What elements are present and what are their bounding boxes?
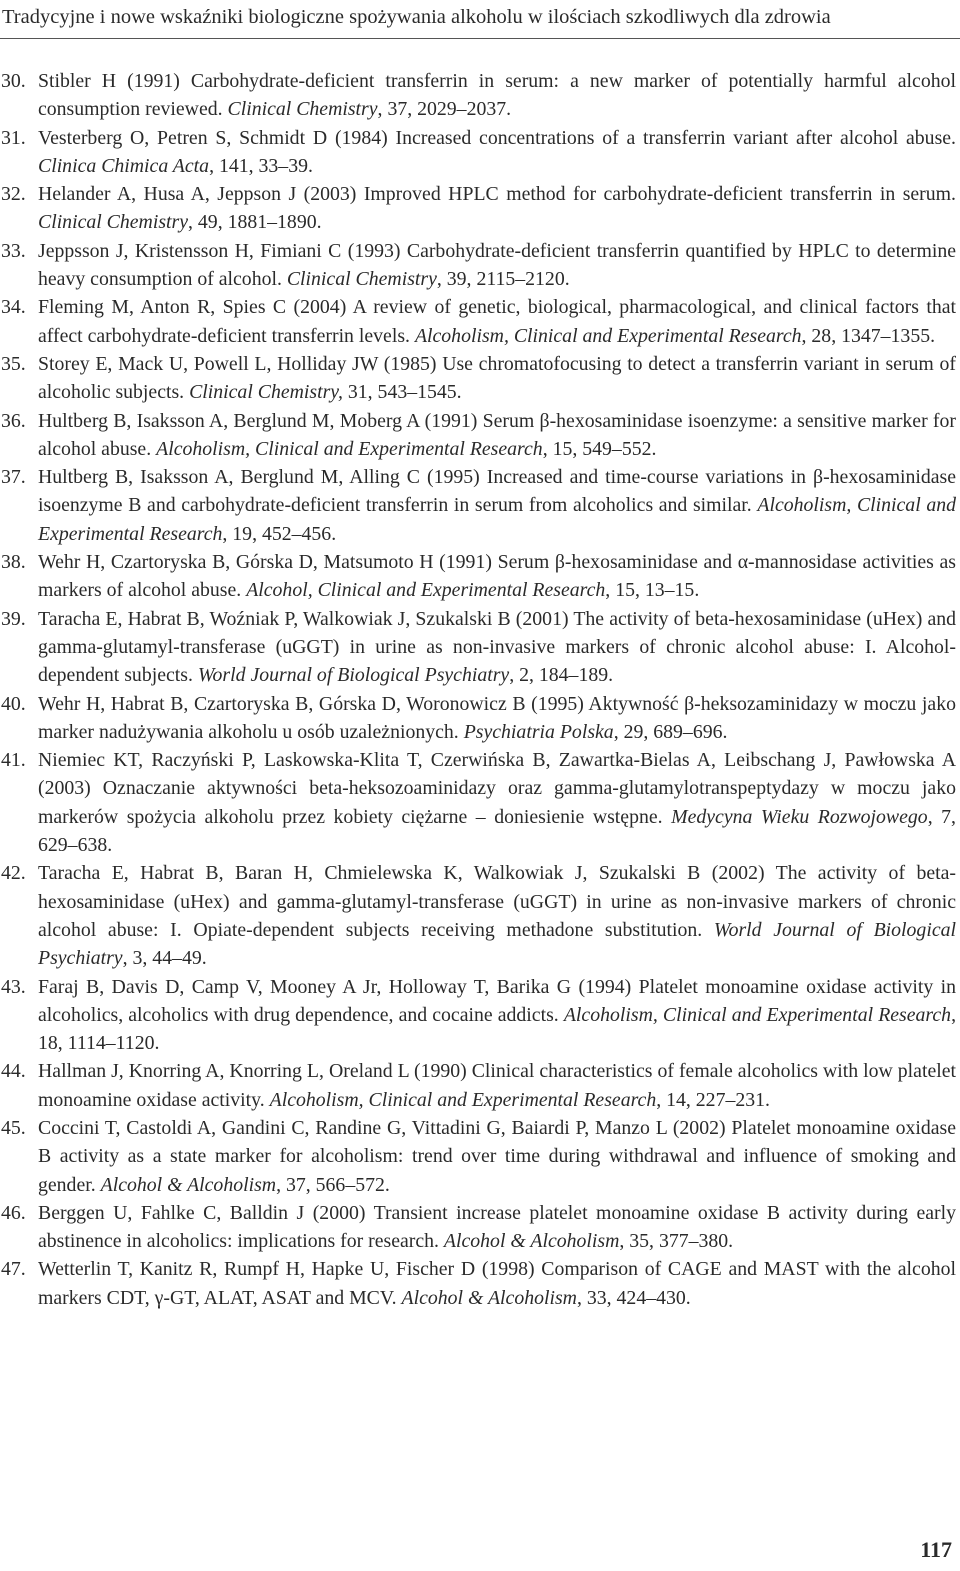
reference-number: 44.: [1, 1060, 26, 1083]
reference-number: 37.: [1, 466, 26, 489]
reference-number: 31.: [1, 126, 26, 149]
reference-list: [0, 67, 956, 1312]
reference-item: [0, 350, 956, 407]
header-divider: [0, 38, 960, 39]
reference-citation-details: , 7, 629–638.: [38, 805, 956, 857]
reference-citation-details: , 15, 13–15.: [605, 579, 700, 602]
reference-text: Hultberg B, Isaksson A, Berglund M, Alling C (1995) Increased and time-course variations in β-hexosaminidase isoenzyme B and carbohydrate-deficient transferrin in serum from alcoholics and similar.: [38, 466, 956, 517]
reference-number: 40.: [1, 692, 26, 715]
reference-citation-details: , 18, 1114–1120.: [38, 1003, 957, 1055]
reference-item: [0, 407, 956, 464]
reference-item: [0, 973, 956, 1058]
reference-number: 35.: [1, 352, 26, 375]
reference-source: Alcohol & Alcoholism: [100, 1173, 277, 1196]
reference-source: Alcoholism, Clinical and Experimental Research: [38, 494, 956, 545]
reference-item: [0, 463, 956, 548]
reference-source: Alcohol & Alcoholism: [443, 1230, 620, 1253]
reference-citation-details: , 37, 566–572.: [276, 1173, 390, 1196]
reference-citation-details: 31, 543–1545.: [342, 381, 462, 404]
reference-number: 30.: [1, 70, 26, 92]
reference-citation-details: , 35, 377–380.: [619, 1230, 734, 1253]
reference-item: [0, 690, 956, 747]
reference-citation-details: , 28, 1347–1355.: [801, 324, 936, 347]
reference-source: World Journal of Biological Psychiatry: [38, 918, 956, 970]
reference-citation-details: , 14, 227–231.: [656, 1088, 770, 1111]
reference-text: Taracha E, Habrat B, Baran H, Chmielewska K, Walkowiak J, Szukalski B (2002) The activity of beta-hexosaminidase (uHex) and gamma-glutamyl-transferase (uGGT) in urine as non-invasive markers of chronic alcohol abuse: I. Opiate-dependent subjects receiving methadone substitution.: [38, 862, 956, 941]
reference-text: Fleming M, Anton R, Spies C (2004) A review of genetic, biological, pharmacological, and clinical factors that affect carbohydrate-deficient transferrin levels.: [38, 296, 956, 347]
reference-source: Clinical Chemistry: [227, 98, 378, 121]
reference-source: Clinical Chemistry: [286, 268, 437, 291]
reference-source: Medycyna Wieku Rozwojowego: [671, 805, 928, 828]
reference-citation-details: , 141, 33–39.: [209, 154, 313, 177]
reference-text: Niemiec KT, Raczyński P, Laskowska-Klita T, Czerwińska B, Zawartka-Bielas A, Leibschang J, Pawłowska A (2003) Oznaczanie aktywności beta-heksozoaminidazy oraz gamma-glutamylotranspeptydazy w moczu jako markerów spożycia alkoholu przez kobiety ciężarne – doniesienie wstępne.: [38, 749, 956, 828]
reference-text: Coccini T, Castoldi A, Gandini C, Randine G, Vittadini G, Baiardi P, Manzo L (2002) Platelet monoamine oxidase B activity as a state marker for alcoholism: trend over time during withdrawal and influence of smoking and gender.: [38, 1116, 956, 1196]
reference-source: Clinica Chimica Acta: [38, 154, 210, 177]
reference-number: 46.: [1, 1201, 26, 1224]
reference-source: Clinical Chemistry: [38, 211, 189, 234]
reference-citation-details: , 49, 1881–1890.: [188, 211, 322, 234]
reference-item: [0, 605, 956, 690]
reference-text: Hultberg B, Isaksson A, Berglund M, Moberg A (1991) Serum β-hexosaminidase isoenzyme: a sensitive marker for alcohol abuse.: [38, 409, 956, 460]
reference-text: Stibler H (1991) Carbohydrate-deficient transferrin in serum: a new marker of potentially harmful alcohol consumption reviewed.: [38, 70, 956, 121]
reference-source: Clinical Chemistry,: [189, 381, 343, 404]
reference-citation-details: , 2, 184–189.: [509, 664, 614, 687]
reference-source: Alcoholism, Clinical and Experimental Research: [156, 437, 543, 460]
reference-citation-details: , 29, 689–696.: [613, 720, 728, 743]
running-header: Tradycyjne i nowe wskaźniki biologiczne spożywania alkoholu w ilościach szkodliwych dla zdrowia: [2, 6, 831, 28]
reference-number: 41.: [1, 749, 26, 772]
reference-item: [0, 1114, 956, 1199]
reference-source: Psychiatria Polska: [463, 720, 614, 743]
reference-item: [0, 293, 956, 350]
reference-number: 39.: [1, 607, 26, 630]
reference-number: 36.: [1, 409, 26, 432]
reference-citation-details: , 19, 452–456.: [222, 522, 337, 545]
reference-text: Hallman J, Knorring A, Knorring L, Oreland L (1990) Clinical characteristics of female alcoholics with low platelet monoamine oxidase activity.: [38, 1060, 956, 1111]
reference-text: Vesterberg O, Petren S, Schmidt D (1984) Increased concentrations of a transferrin variant after alcohol abuse.: [38, 126, 956, 149]
reference-citation-details: , 33, 424–430.: [576, 1286, 691, 1309]
reference-item: [0, 237, 956, 294]
reference-number: 47.: [1, 1258, 26, 1281]
reference-item: [0, 746, 956, 859]
reference-item: [0, 1199, 956, 1256]
reference-citation-details: , 37, 2029–2037.: [377, 98, 512, 121]
reference-number: 43.: [1, 975, 26, 998]
reference-number: 32.: [1, 183, 26, 206]
reference-source: Alcohol, Clinical and Experimental Research: [246, 579, 606, 602]
reference-number: 38.: [1, 551, 26, 574]
reference-source: Alcoholism, Clinical and Experimental Research: [563, 1003, 952, 1026]
reference-source: World Journal of Biological Psychiatry: [197, 664, 510, 687]
reference-text: Faraj B, Davis D, Camp V, Mooney A Jr, Holloway T, Barika G (1994) Platelet monoamine oxidase activity in alcoholics, alcoholics with drug dependence, and cocaine addicts.: [38, 975, 956, 1026]
reference-item: [0, 859, 956, 972]
reference-source: Alcohol & Alcoholism: [401, 1286, 577, 1309]
reference-source: Alcoholism, Clinical and Experimental Research: [414, 324, 802, 347]
reference-item: [0, 548, 956, 605]
reference-item: [0, 1255, 956, 1312]
reference-item: [0, 1057, 956, 1114]
reference-text: Berggen U, Fahlke C, Balldin J (2000) Transient increase platelet monoamine oxidase B activity during early abstinence in alcoholics: implications for research.: [38, 1201, 956, 1253]
reference-item: [0, 67, 956, 124]
reference-citation-details: , 15, 549–552.: [542, 437, 657, 460]
reference-item: [0, 180, 956, 237]
reference-text: Storey E, Mack U, Powell L, Holliday JW (1985) Use chromatofocusing to detect a transferrin variant in serum of alcoholic subjects.: [38, 352, 956, 404]
page-number: 117: [920, 1537, 952, 1562]
reference-text: Taracha E, Habrat B, Woźniak P, Walkowiak J, Szukalski B (2001) The activity of beta-hexosaminidase (uHex) and gamma-glutamyl-transferase (uGGT) in urine as non-invasive markers of chronic alcohol abuse: I. Alcohol-dependent subjects.: [38, 607, 956, 687]
reference-text: Wehr H, Czartoryska B, Górska D, Matsumoto H (1991) Serum β-hexosaminidase and α-mannosidase activities as markers of alcohol abuse.: [38, 551, 956, 602]
reference-text: Wehr H, Habrat B, Czartoryska B, Górska D, Woronowicz B (1995) Aktywność β-heksozaminidazy w moczu jako marker nadużywania alkoholu u osób uzależnionych.: [38, 692, 956, 743]
reference-text: Helander A, Husa A, Jeppson J (2003) Improved HPLC method for carbohydrate-deficient transferrin in serum.: [38, 183, 956, 206]
reference-text: Wetterlin T, Kanitz R, Rumpf H, Hapke U, Fischer D (1998) Comparison of CAGE and MAST with the alcohol markers CDT, γ-GT, ALAT, ASAT and MCV.: [38, 1258, 956, 1309]
reference-number: 34.: [1, 296, 26, 319]
reference-citation-details: , 3, 44–49.: [122, 947, 207, 970]
reference-number: 33.: [1, 239, 26, 262]
reference-source: Alcoholism, Clinical and Experimental Research: [269, 1088, 657, 1111]
reference-item: [0, 124, 956, 181]
reference-number: 45.: [1, 1116, 26, 1139]
reference-citation-details: , 39, 2115–2120.: [436, 268, 570, 291]
reference-number: 42.: [1, 862, 26, 885]
reference-text: Jeppsson J, Kristensson H, Fimiani C (1993) Carbohydrate-deficient transferrin quantified by HPLC to determine heavy consumption of alcohol.: [38, 239, 956, 291]
